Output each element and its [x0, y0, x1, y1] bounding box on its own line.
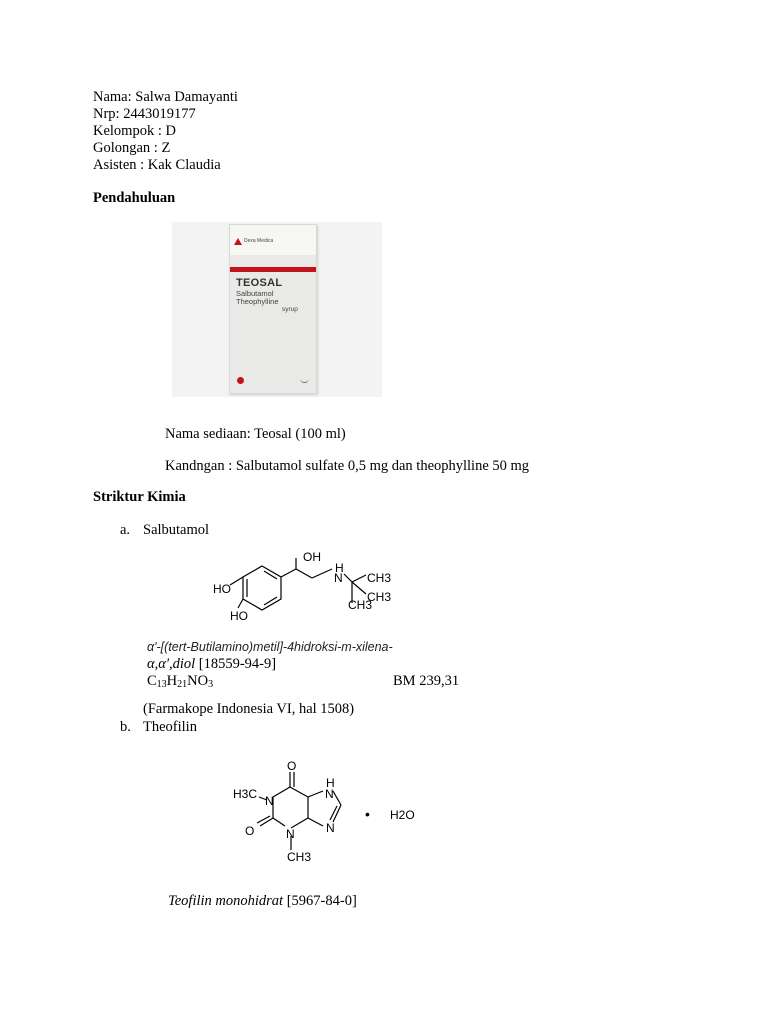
theophylline-dot: • — [365, 806, 370, 822]
product-image — [172, 222, 382, 397]
theophylline-h2o: H2O — [390, 808, 415, 822]
salbutamol-cas: [18559-94-9] — [195, 656, 277, 672]
list-marker-b: b. — [120, 719, 131, 735]
salbutamol-label: Salbutamol — [143, 522, 210, 538]
theophylline-n1: N — [265, 794, 274, 808]
group-kelompok: Kelompok : D — [93, 123, 176, 139]
dosage-form-name: Nama sediaan: Teosal (100 ml) — [165, 426, 346, 442]
salbutamol-ch3-b: CH3 — [367, 590, 392, 604]
salbutamol-formula: $C_{13}H_{21}NO_3$ — [147, 673, 214, 690]
list-marker-a: a. — [120, 522, 131, 538]
theophylline-n9: N — [326, 821, 335, 835]
assistant-name: Asisten : Kak Claudia — [93, 157, 221, 173]
composition-text: Kandngan : Salbutamol sulfate 0,5 mg dan theophylline 50 mg — [165, 458, 530, 474]
theophylline-h3c: H3C — [233, 787, 258, 801]
product-line-2: Theophylline — [236, 297, 279, 306]
salbutamol-h: H — [335, 561, 344, 575]
salbutamol-iupac-line-1: α'-[(tert-Butilamino)metil]-4hidroksi-m-xilena- — [147, 640, 393, 654]
logo-circle-icon — [237, 377, 244, 384]
theofilin-name-italic: Teofilin monohidrat — [168, 893, 284, 909]
swoosh-icon — [300, 377, 309, 383]
theofilin-label: Theofilin — [143, 719, 197, 735]
theophylline-h: H — [326, 776, 335, 790]
product-line-1: Salbutamol — [236, 289, 274, 298]
student-name: Nama: Salwa Damayanti — [93, 89, 238, 105]
red-stripe — [230, 267, 316, 272]
product-form: syrup — [282, 306, 298, 313]
salbutamol-ho-left: HO — [213, 582, 231, 596]
salbutamol-ch3-c: CH3 — [348, 598, 373, 612]
brand-text: Dexa Medica — [244, 238, 274, 244]
theofilin-name — [168, 893, 357, 910]
theophylline-structure — [225, 760, 425, 870]
theophylline-o-top: O — [287, 760, 297, 773]
salbutamol-structure — [200, 545, 440, 625]
section-title-pendahuluan: Pendahuluan — [93, 190, 176, 206]
group-golongan: Golongan : Z — [93, 140, 171, 156]
salbutamol-bm: BM 239,31 — [393, 673, 460, 689]
salbutamol-reference: (Farmakope Indonesia VI, hal 1508) — [143, 701, 355, 717]
salbutamol-n: N — [334, 571, 343, 585]
product-box — [229, 224, 317, 394]
salbutamol-diol: α,α',diol — [147, 656, 196, 672]
theophylline-n3: N — [286, 827, 295, 841]
student-nrp: Nrp: 2443019177 — [93, 106, 196, 122]
salbutamol-ch3-a: CH3 — [367, 571, 392, 585]
theophylline-o-left: O — [245, 824, 255, 838]
triangle-icon — [234, 238, 242, 245]
salbutamol-iupac-line-2 — [147, 656, 276, 673]
brand-logo — [234, 237, 273, 245]
product-name: TEOSAL — [236, 277, 283, 289]
salbutamol-oh-top: OH — [303, 550, 321, 564]
section-title-struktur: Striktur Kimia — [93, 489, 186, 505]
salbutamol-ho-bottom: HO — [230, 609, 248, 623]
theophylline-ch3: CH3 — [287, 850, 312, 864]
theophylline-n7: N — [325, 787, 334, 801]
theofilin-cas: [5967-84-0] — [283, 893, 357, 909]
